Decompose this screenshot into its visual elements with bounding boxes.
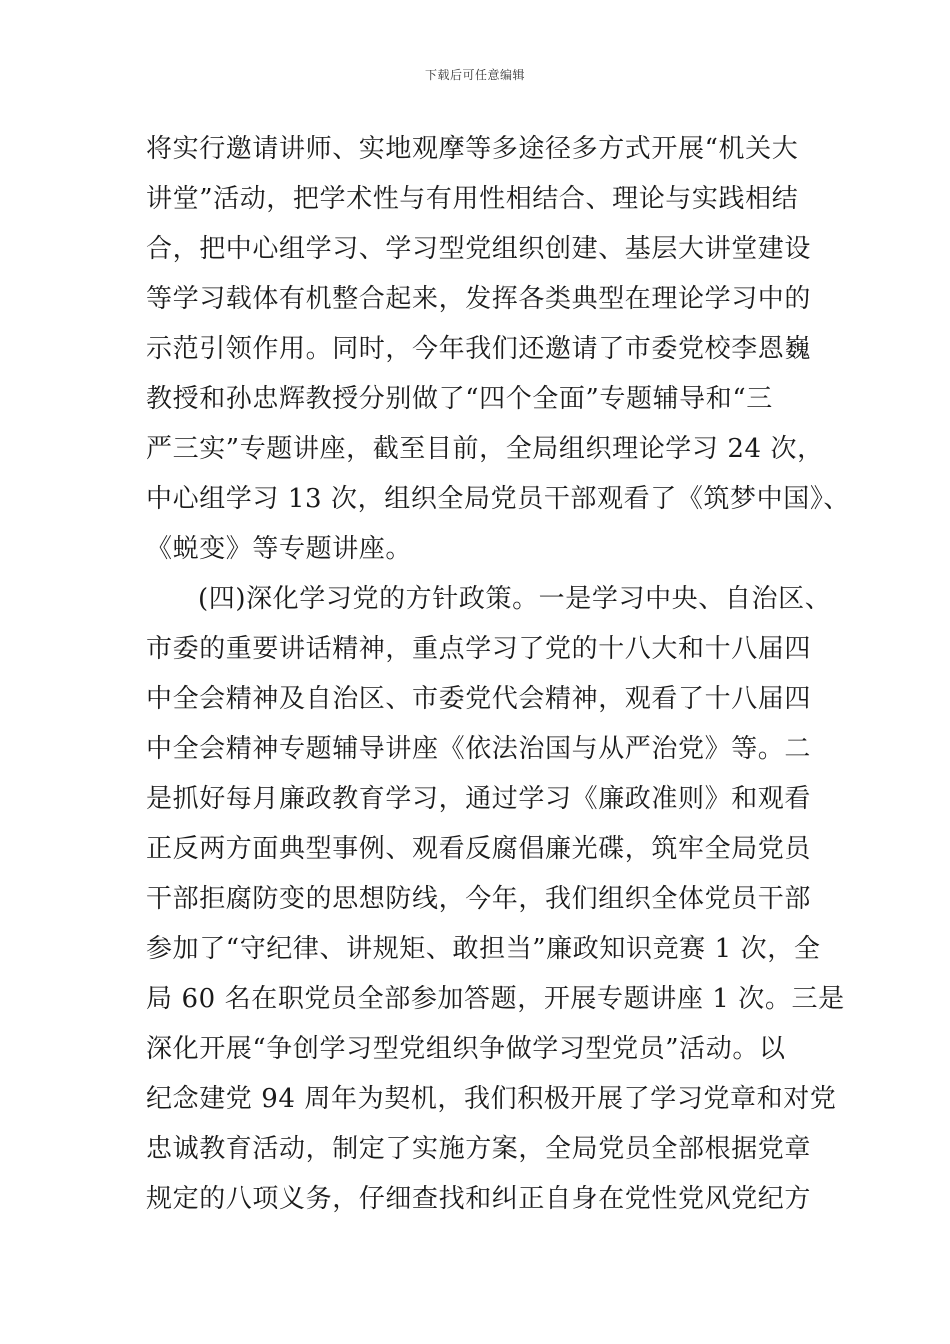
text-line: 合，把中心组学习、学习型党组织创建、基层大讲堂建设 [146, 234, 812, 264]
paragraph-start-line: (四)深化学习党的方针政策。一是学习中央、自治区、 [198, 584, 832, 614]
text-line: 纪念建党 94 周年为契机，我们积极开展了学习党章和对党 [146, 1084, 837, 1114]
text-line: 是抓好每月廉政教育学习，通过学习《廉政准则》和观看 [146, 784, 812, 814]
text-line: 示范引领作用。同时，今年我们还邀请了市委党校李恩巍 [146, 334, 812, 364]
text-line: 中心组学习 13 次，组织全局党员干部观看了《筑梦中国》、 [146, 484, 851, 514]
text-line: 等学习载体有机整合起来，发挥各类典型在理论学习中的 [146, 284, 812, 314]
page-header: 下载后可任意编辑 [424, 68, 525, 82]
text-line: 局 60 名在职党员全部参加答题，开展专题讲座 1 次。三是 [146, 984, 845, 1014]
text-line: 将实行邀请讲师、实地观摩等多途径多方式开展“机关大 [146, 134, 799, 164]
text-line: 规定的八项义务，仔细查找和纠正自身在党性党风党纪方 [146, 1184, 812, 1214]
document-body [146, 124, 851, 1224]
text-line: 忠诚教育活动，制定了实施方案，全局党员全部根据党章 [146, 1134, 812, 1164]
text-line: 市委的重要讲话精神，重点学习了党的十八大和十八届四 [146, 634, 812, 664]
text-line: 干部拒腐防变的思想防线，今年，我们组织全体党员干部 [146, 884, 812, 914]
text-line: 深化开展“争创学习型党组织争做学习型党员”活动。以 [146, 1034, 786, 1064]
text-line: 中全会精神专题辅导讲座《依法治国与从严治党》等。二 [146, 734, 812, 764]
text-line: 正反两方面典型事例、观看反腐倡廉光碟，筑牢全局党员 [146, 834, 812, 864]
text-line: 严三实”专题讲座，截至目前，全局组织理论学习 24 次， [146, 434, 824, 464]
text-line: 中全会精神及自治区、市委党代会精神，观看了十八届四 [146, 684, 812, 714]
text-line: 参加了“守纪律、讲规矩、敢担当”廉政知识竞赛 1 次，全 [146, 934, 821, 964]
text-line: 教授和孙忠辉教授分别做了“四个全面”专题辅导和“三 [146, 384, 773, 414]
text-line: 《蜕变》等专题讲座。 [146, 534, 413, 564]
text-line: 讲堂”活动，把学术性与有用性相结合、理论与实践相结 [146, 184, 799, 214]
